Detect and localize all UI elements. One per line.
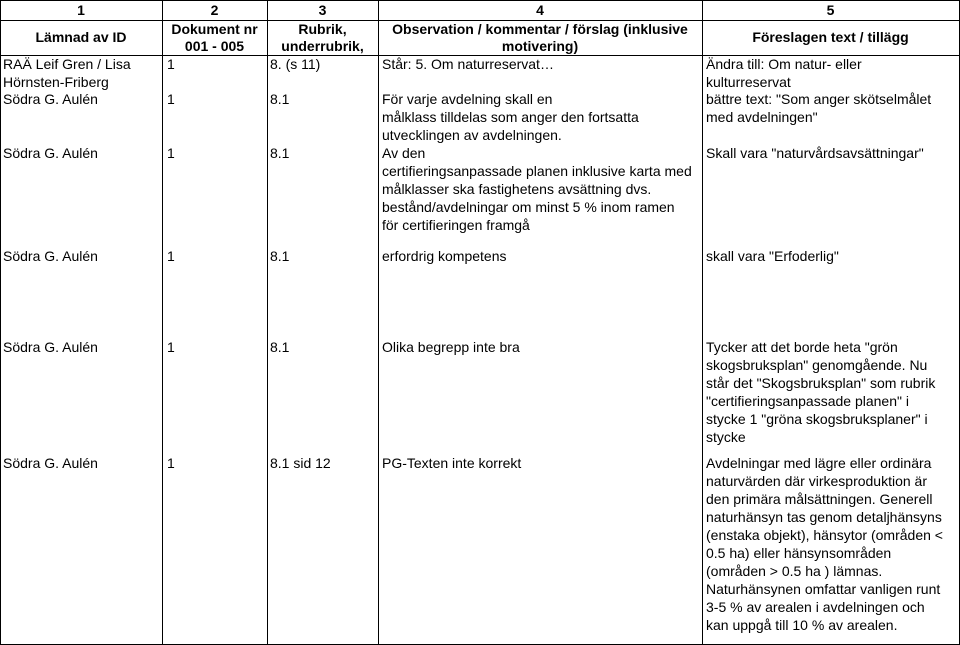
cell-proposal: Tycker att det borde heta "grön skogsbruksplan" genomgående. Nu står det "Skogsbruksplan" som rubrik "certifieringsanpassade planen" i stycke 1 "gröna skogsbruksplaner" i stycke bbox=[706, 339, 936, 445]
cell-observation: Olika begrepp inte bra bbox=[382, 339, 520, 355]
column-divider bbox=[267, 0, 268, 645]
cell-proposal: bättre text: "Som anger skötselmålet med avdelningen" bbox=[706, 91, 932, 125]
header-heading: Rubrik, underrubrik, bbox=[281, 21, 364, 54]
header-observation: Observation / kommentar / förslag (inklusive motivering) bbox=[392, 21, 688, 54]
cell-document: 1 bbox=[167, 339, 175, 355]
cell-observation: erfordrig kompetens bbox=[382, 248, 507, 264]
cell-proposal: Avdelningar med lägre eller ordinära naturvärden där virkesproduktion är den primära målsättningen. Generell naturhänsyn tas genom detaljhänsyns (enstaka objekt), hänsytor (områden < 0.5 ha) eller hänsynsområden (områden > 0.5 ha ) lämnas. Naturhänsynen omfattar vanligen runt 3-5 % av arealen i avdelningen och kan uppgå till 10 % av arealen. bbox=[706, 455, 943, 633]
cell-submitter: Södra G. Aulén bbox=[3, 339, 98, 355]
cell-observation: För varje avdelning skall en målklass tilldelas som anger den fortsatta utvecklingen av avdelningen. bbox=[382, 91, 639, 143]
cell-submitter: RAÄ Leif Gren / Lisa Hörnsten-Friberg bbox=[3, 56, 131, 90]
cell-proposal: Ändra till: Om natur- eller kulturreservat bbox=[706, 56, 862, 90]
header-proposal: Föreslagen text / tillägg bbox=[752, 29, 909, 45]
column-number: 1 bbox=[77, 2, 85, 18]
table-border-left bbox=[0, 0, 1, 645]
cell-document: 1 bbox=[167, 91, 175, 107]
cell-heading: 8.1 bbox=[270, 339, 290, 355]
column-divider bbox=[378, 0, 379, 645]
cell-observation: Står: 5. Om naturreservat… bbox=[382, 56, 554, 72]
cell-proposal: Skall vara "naturvårdsavsättningar" bbox=[706, 145, 924, 161]
cell-proposal: skall vara "Erfoderlig" bbox=[706, 248, 839, 264]
cell-heading: 8.1 bbox=[270, 248, 290, 264]
column-divider bbox=[162, 0, 163, 645]
header-document: Dokument nr 001 - 005 bbox=[171, 21, 258, 54]
column-number: 3 bbox=[318, 2, 327, 18]
cell-heading: 8.1 sid 12 bbox=[270, 455, 331, 471]
cell-document: 1 bbox=[167, 56, 175, 72]
header-submitter: Lämnad av ID bbox=[35, 29, 127, 45]
cell-observation: PG-Texten inte korrekt bbox=[382, 455, 522, 471]
cell-observation: Av den certifieringsanpassade planen inklusive karta med målklasser ska fastighetens avsättning dvs. bestånd/avdelningar om minst 5 % inom ramen för certifieringen framgå bbox=[382, 145, 692, 233]
cell-document: 1 bbox=[167, 455, 175, 471]
cell-document: 1 bbox=[167, 145, 175, 161]
cell-heading: 8.1 bbox=[270, 91, 290, 107]
cell-submitter: Södra G. Aulén bbox=[3, 455, 98, 471]
cell-submitter: Södra G. Aulén bbox=[3, 248, 98, 264]
cell-submitter: Södra G. Aulén bbox=[3, 145, 98, 161]
cell-heading: 8. (s 11) bbox=[270, 56, 321, 72]
column-divider bbox=[702, 0, 703, 645]
column-number: 4 bbox=[536, 2, 544, 18]
cell-heading: 8.1 bbox=[270, 145, 290, 161]
cell-submitter: Södra G. Aulén bbox=[3, 91, 98, 107]
column-number: 5 bbox=[826, 2, 835, 18]
table-border-top bbox=[0, 0, 960, 1]
column-number: 2 bbox=[210, 2, 219, 18]
cell-document: 1 bbox=[167, 248, 175, 264]
